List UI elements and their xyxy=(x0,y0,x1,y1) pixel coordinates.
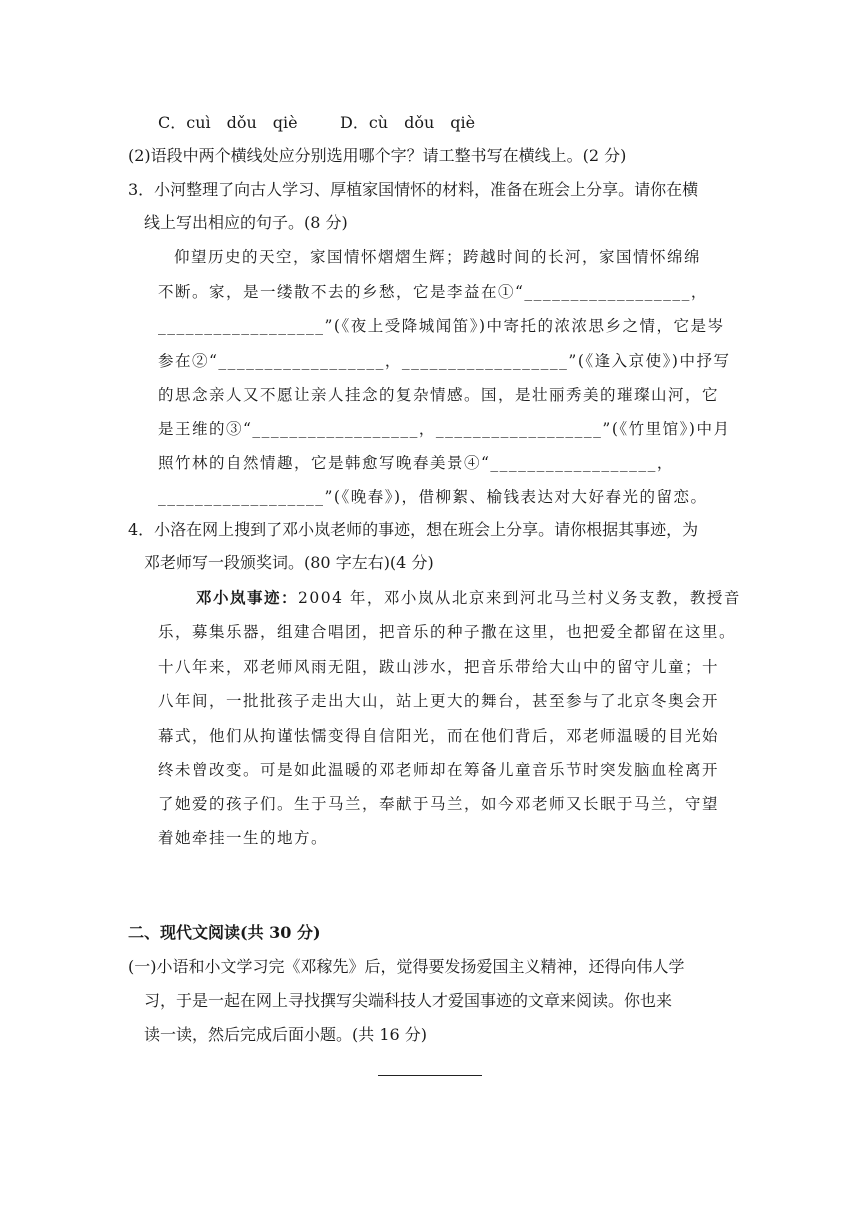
q4-para-line: 了她爱的孩子们。生于马兰，奉献于马兰，如今邓老师又长眠于马兰，守望 xyxy=(158,795,720,813)
q3-para-line: 的思念亲人又不愿让亲人挂念的复杂情感。国，是壮丽秀美的璀璨山河，它 xyxy=(158,386,720,404)
section-2-intro-line: 习，于是一起在网上寻找撰写尖端科技人才爱国事迹的文章来阅读。你也来 xyxy=(144,991,673,1010)
q3-para-line: __________________”(《晚春》)，借柳絮、榆钱表达对大好春光的留恋。 xyxy=(158,488,708,506)
q3-para-line: 是王维的③“__________________，__________________”(《竹里馆》)中月 xyxy=(158,420,731,438)
q4-para-first-line xyxy=(196,588,741,608)
q4-para-line: 终未曾改变。可是如此温暖的邓老师却在筹备儿童音乐节时突发脑血栓离开 xyxy=(158,761,720,779)
q4-para-line: 乐，募集乐器，组建合唱团，把音乐的种子撒在这里，也把爱全都留在这里。 xyxy=(158,623,737,641)
q4-para-line: 幕式，他们从拘谨怯懦变得自信阳光，而在他们背后，邓老师温暖的目光始 xyxy=(158,727,720,745)
q3-para-line: 仰望历史的天空，家国情怀熠熠生辉；跨越时间的长河，家国情怀绵绵 xyxy=(174,248,702,266)
title-blank-line xyxy=(378,1075,482,1076)
question-2-sub: (2)语段中两个横线处应分别选用哪个字？请工整书写在横线上。(2 分) xyxy=(128,146,627,165)
option-d: D．cù dǒu qiè xyxy=(340,113,476,132)
q4-para-line: 八年间，一批批孩子走出大山，站上更大的舞台，甚至参与了北京冬奥会开 xyxy=(158,692,720,710)
q4-heading: 邓小岚事迹： xyxy=(196,588,299,607)
section-2-intro-line: 读一读，然后完成后面小题。(共 16 分) xyxy=(144,1025,428,1044)
section-2-title: 二、现代文阅读(共 30 分) xyxy=(128,923,321,942)
question-3-line-2: 线上写出相应的句子。(8 分) xyxy=(144,213,348,232)
q3-para-line: 照竹林的自然情趣，它是韩愈写晚春美景④“__________________， xyxy=(158,454,674,472)
q3-para-line: __________________”(《夜上受降城闻笛》)中寄托的浓浓思乡之情，它是岑 xyxy=(158,317,725,335)
q4-para-line: 着她牵挂一生的地方。 xyxy=(158,829,329,847)
option-c: C．cuì dǒu qiè xyxy=(158,113,298,132)
question-4-line-2: 邓老师写一段颁奖词。(80 字左右)(4 分) xyxy=(144,553,434,572)
q4-para-line: 十八年来，邓老师风雨无阻，跋山涉水，把音乐带给大山中的留守儿童；十 xyxy=(158,658,720,676)
q3-para-line: 不断。家，是一缕散不去的乡愁，它是李益在①“__________________， xyxy=(158,283,708,301)
q4-para-text: 2004 年，邓小岚从北京来到河北马兰村义务支教，教授音 xyxy=(298,589,741,607)
q3-para-line: 参在②“__________________，__________________”(《逢入京使》)中抒写 xyxy=(158,352,731,370)
section-2-intro-line: (一)小语和小文学习完《邓稼先》后，觉得要发扬爱国主义精神，还得向伟人学 xyxy=(128,957,685,976)
question-4-line-1: 4．小洛在网上搜到了邓小岚老师的事迹，想在班会上分享。请你根据其事迹，为 xyxy=(128,520,699,539)
question-3-line-1: 3．小河整理了向古人学习、厚植家国情怀的材料，准备在班会上分享。请你在横 xyxy=(128,180,699,199)
